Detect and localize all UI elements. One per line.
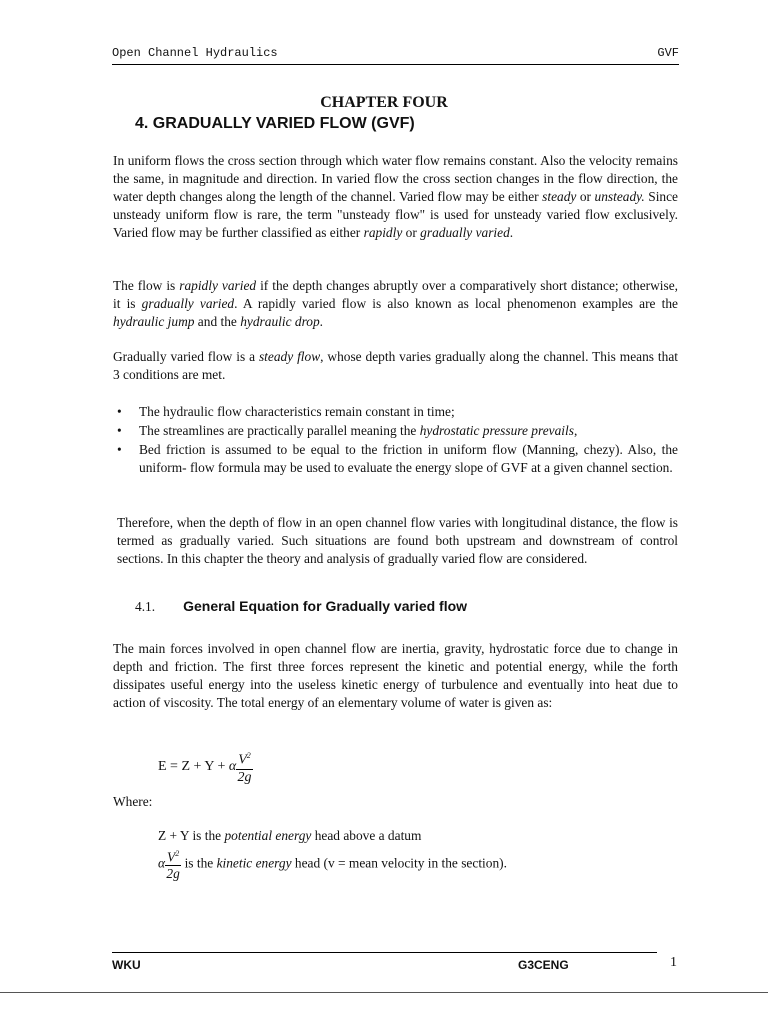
definition-potential: Z + Y is the potential energy head above a datum [158, 828, 422, 843]
paragraph-1: In uniform flows the cross section through which water flow remains constant. Also the velocity remains the same, in magnitude and direction. In varied flow the cross section changes in the flow direction, the water depth changes along the length of the channel. Varied flow may be either steady or unsteady. Since unsteady uniform flow is rare, the term "unsteady flow" is used for unsteady varied flow exclusively. Varied flow may be further classified as either rapidly or gradually varied. [113, 153, 679, 240]
paragraph-2: The flow is rapidly varied if the depth changes abruptly over a comparatively short distance; otherwise, it is gradually varied. A rapidly varied flow is also known as local phenomenon examples are the hydraulic jump and the hydraulic drop. [113, 278, 678, 329]
equation-lhs: E = Z + Y + [158, 759, 229, 775]
list-item: • The hydraulic flow characteristics remain constant in time; [117, 404, 455, 419]
alpha-symbol: α [228, 759, 237, 775]
bullet-icon: • [117, 404, 122, 419]
page-divider [0, 992, 768, 993]
section-title: General Equation for Gradually varied flow [183, 598, 468, 614]
header-right: GVF [657, 46, 679, 60]
footer-left: WKU [112, 958, 141, 972]
chapter-title: 4. GRADUALLY VARIED FLOW (GVF) [135, 115, 415, 132]
section-heading [135, 598, 467, 615]
bullet-icon: • [117, 442, 122, 457]
footer-middle: G3CENG [518, 958, 569, 972]
header-left: Open Channel Hydraulics [112, 46, 278, 60]
conditions-list [113, 403, 678, 478]
page-number: 1 [670, 955, 677, 970]
energy-equation [158, 748, 253, 786]
bullet-icon: • [117, 423, 122, 438]
definition-kinetic: α $\frac{V^2}{2g}$ is the kinetic energy head (v = mean velocity in the section). [158, 846, 507, 882]
velocity-head-fraction: $\frac{V^2}{2g}$ [236, 748, 253, 786]
list-item: • The streamlines are practically parallel meaning the hydrostatic pressure prevails, [117, 423, 578, 438]
list-item: • Bed friction is assumed to be equal to the friction in uniform flow (Manning, chezy). Also, the uniform- flow formula may be used to evaluate the energy slope of GVF at a given channel section. [117, 442, 678, 475]
page-footer [112, 952, 657, 972]
paragraph-5: The main forces involved in open channel flow are inertia, gravity, hydrostatic force due to change in depth and friction. The first three forces represent the kinetic and potential energy, while the forth dissipates useful energy into the useless kinetic energy of turbulence and eventually into heat due to action of viscosity. The total energy of an elementary volume of water is given as: [113, 641, 678, 710]
chapter-label: CHAPTER FOUR [320, 94, 448, 111]
paragraph-3: Gradually varied flow is a steady flow, whose depth varies gradually along the channel. This means that 3 conditions are met. [113, 349, 678, 382]
kinetic-fraction: $\frac{V^2}{2g}$ [165, 846, 181, 882]
paragraph-4: Therefore, when the depth of flow in an open channel flow varies with longitudinal distance, the flow is termed as gradually varied. Such situations are found both upstream and downstream of control sections. In this chapter the theory and analysis of gradually varied flow are considered. [117, 515, 678, 566]
section-number: 4.1. [135, 599, 156, 614]
where-label: Where: [113, 794, 153, 809]
page-header [112, 46, 679, 65]
